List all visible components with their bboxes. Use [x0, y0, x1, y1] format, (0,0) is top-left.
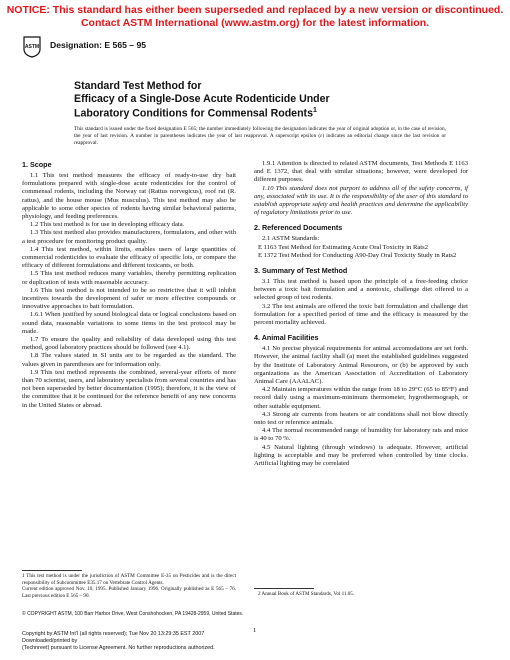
- astm-logo-icon: [22, 34, 42, 58]
- license-line-2: Downloaded/printed by: [22, 638, 78, 644]
- license-line-3: (Technreet) pursuant to License Agreement. No further reproductions authorized.: [22, 645, 215, 651]
- para-4-3: 4.3 Strong air currents from heaters or air conditions shall not blow directly onto test or reference animals.: [254, 410, 468, 427]
- footnote-1: [22, 573, 236, 599]
- footnote-1-jurisdiction: 1 This test method is under the jurisdiction of ASTM Committee E-35 on Pesticides and is the direct responsibility of Subcommittee E35.17 on Vertebrate Control Agents.: [22, 573, 236, 586]
- title-line-2: Efficacy of a Single-Dose Acute Rodenticide Under: [74, 92, 330, 105]
- para-1-7: 1.7 To ensure the quality and reliability of data developed using this test method, good laboratory practices should be followed (see 4.1).: [22, 336, 236, 352]
- section-2-heading: 2. Referenced Documents: [254, 223, 343, 233]
- license-line-1: Copyright by ASTM Int'l (all rights reserved); Tue Nov 20 13:29:35 EST 2007: [22, 631, 205, 637]
- para-4-2: 4.2 Maintain temperatures within the range from 18 to 29°C (65 to 85°F) and record daily using a maximum-minimum thermometer, hygrothermograph, or other suitable equipment.: [254, 386, 468, 410]
- title-footnote-mark: 1: [312, 107, 317, 115]
- supersede-notice: [0, 4, 510, 30]
- svg-text:ASTM: ASTM: [24, 44, 40, 50]
- notice-line-1: NOTICE: This standard has either been superseded and replaced by a new version or discontinued.: [6, 4, 504, 16]
- para-1-10: 1.10 This standard does not purport to address all of the safety concerns, if any, associated with its use. It is the responsibility of the user of this standard to establish appropriate safety and health practices and determine the applicability of regulatory limitations prior to use.: [254, 184, 468, 217]
- para-4-1: 4.1 No precise physical requirements for animal accomodations are set forth. However, the animal facility shall (a) meet the established guidelines suggested by the Institute of Laboratory Animal Resources, or (b) be approved by such organizations as the American Association of Accreditation of Laboratory Animal Care (AAALAC).: [254, 345, 468, 386]
- footnote-1-edition: Current edition approved Nov. 10, 1995. Published January 1996. Originally published as E 565 – 76. Last previous edition E 565 – 90.: [22, 586, 236, 599]
- section-4-heading: 4. Animal Facilities: [254, 333, 319, 343]
- para-1-6-1: 1.6.1 When justified by sound biological data or logical conclusions based on sound data, reasonable variations to some items in the test protocol may be made.: [22, 311, 236, 335]
- section-3-heading: 3. Summary of Test Method: [254, 266, 348, 276]
- para-4-4: 4.4 The normal recommended range of humidity for laboratory rats and mice is 40 to 70 %.: [254, 427, 468, 443]
- copyright-line: © COPYRIGHT ASTM, 100 Barr Harbor Drive, West Conshohocken, PA 19428-2959, United States.: [22, 611, 244, 617]
- designation: Designation: E 565 – 95: [50, 40, 146, 50]
- para-4-5: 4.5 Natural lighting (through windows) is adequate. However, artificial lighting is acceptable and may be preferred when controlled by time clocks. Artificial lighting may be correlated: [254, 443, 468, 468]
- title-line-1: Standard Test Method for: [74, 80, 202, 92]
- footnote-rule-right: [254, 588, 314, 589]
- page-number: 1: [253, 627, 257, 634]
- right-column: [254, 160, 468, 468]
- footnote-2: 2 Annual Book of ASTM Standards, Vol 11.05.: [258, 591, 355, 597]
- reference-e1163: E 1163 Test Method for Estimating Acute Oral Toxicity in Rats2: [258, 243, 429, 251]
- para-1-2: 1.2 This test method is for use in developing efficacy data.: [30, 221, 185, 229]
- standard-issuance-note: This standard is issued under the fixed designation E 565; the number immediately following the designation indicates the year of original adoption or, in the case of revision, the year of last revision. A number in parentheses indicates the year of last reapproval. A superscript epsilon (ε) indicates an editorial change since the last revision or reapproval.: [74, 126, 446, 147]
- para-1-5: 1.5 This test method reduces many variables, thereby permitting replication or duplication of tests with reasonable accuracy.: [22, 270, 236, 286]
- notice-line-2: Contact ASTM International (www.astm.org) for the latest information.: [80, 17, 430, 29]
- para-3-2: 3.2 The test animals are offered the toxic bait formulation and challenge diet formulation for a specified period of time and the efficacy is measured by the percent mortality achieved.: [254, 302, 468, 327]
- reference-e1372: E 1372 Test Method for Conducting A90-Day Oral Toxicity Study in Rats2: [258, 251, 457, 259]
- para-1-1: 1.1 This test method measures the efficacy of ready-to-use dry bait formulations prepared with single-dose acute rodenticides for the control of commensal rodents, including the Norway rat (Rattus norvegicus), roof rat (R. rattus), and the house mouse (Mus musculus). This test method may also be applicable to some other species of rodents having similar behavioral patterns, physiology, and feeding preferences.: [22, 172, 236, 221]
- para-1-6: 1.6 This test method is not intended to be so restrictive that it will inhibit incentives towards the development of safer or more effective compounds or innovative approaches to bait formulation.: [22, 286, 236, 311]
- section-1-heading: 1. Scope: [22, 160, 52, 169]
- document-title: [74, 80, 454, 120]
- title-line-3: Laboratory Conditions for Commensal Rodents: [74, 107, 313, 120]
- para-1-3: 1.3 This test method also provides manufacturers, formulators, and other with a test procedure for monitoring product quality.: [22, 229, 236, 245]
- license-notice: [22, 631, 215, 652]
- para-1-8: 1.8 The values stated in SI units are to be regarded as the standard. The values given in parentheses are for information only.: [22, 352, 236, 368]
- para-1-4: 1.4 This test method, within limits, enables users of large quantities of commercial rodenticides to evaluate the efficacy of specific lots, or compare the efficacy of different formulations and different toxicants, or both.: [22, 245, 236, 270]
- para-2-1: 2.1 ASTM Standards:: [262, 235, 320, 243]
- para-1-9: 1.9 This test method represents the combined, several-year efforts of more than 70 scientist, users, and laboratory specialists from several countries and has not been superseded by better documentation (1995); therefore, it is the view of the committee that it be continued for the reference benefit of any new concerns in the United States or abroad.: [22, 368, 236, 409]
- para-1-9-1: 1.9.1 Attention is directed to related ASTM documents, Test Methods E 1163 and E 1372, that deal with similar situations; however, were developed for different purposes.: [254, 160, 468, 184]
- left-column: [22, 160, 236, 410]
- footnote-rule-left: [22, 570, 82, 571]
- para-3-1: 3.1 This test method is based upon the principle of a free-feeding choice between a toxic bait formulation and a nontoxic, challenge diet offered to a selected group of test rodents.: [254, 278, 468, 302]
